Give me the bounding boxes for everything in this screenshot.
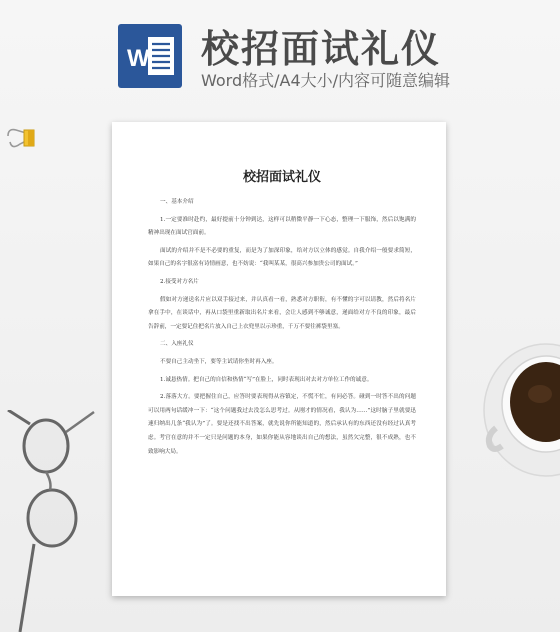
paragraph: 假如对方递送名片应以双手接过来，并认真看一看，熟悉对方职衔，有不懂的字可以请教，然后将名片拿在手中，在谈话中，再从口袋里重新取出名片来看，会让人感到不够诚意，递面给对方不良的印象，最后告辞前，一定要记住把名片放入自己上衣兜里以示珍重，千万不要往裤袋里塞。 bbox=[148, 296, 416, 330]
document-page bbox=[112, 122, 446, 596]
word-icon-letter: W bbox=[127, 45, 150, 72]
section-heading: 二、入座礼仪 bbox=[160, 341, 194, 348]
paragraph: 不要自己主动坐下，要等主试请你坐时再入座。 bbox=[160, 358, 278, 365]
page-title: 校招面试礼仪 bbox=[201, 27, 442, 71]
eyeglasses-icon bbox=[0, 410, 120, 632]
document-body bbox=[148, 166, 416, 463]
paragraph: 1.诚恳热情。把自己的自信和热情“写”在脸上，同时表现出对去对方单位工作的诚意。 bbox=[160, 376, 373, 383]
paragraph: 2.落落大方。要把握住自己，应答时要表现得从容镇定，不慌不忙，有问必答。碰到一时答不出的问题可以用两句话缓冲一下：“这个问题我过去没怎么思考过。从刚才的情况看，我认为……”这时脑子里就要迅速归纳出几条“我认为”了。要是还找不出答案，就先说你所能知道的，然后承认有的东西还没有经过认真考虑。考官在意的并不一定只是问题的本身，如果你能从容地谈出自己的想法，虽然欠完整，很不成熟，也不致影响大局。 bbox=[148, 394, 416, 455]
document-title: 校招面试礼仪 bbox=[242, 170, 321, 185]
word-document-icon bbox=[118, 24, 182, 88]
coffee-cup-icon bbox=[476, 340, 560, 480]
binder-clip-icon bbox=[6, 124, 40, 154]
paragraph: 1.一定要准时赴约，最好提前十分钟到达，这样可以稍微平静一下心态，整理一下服饰，然后以饱满的精神出现在面试官面前。 bbox=[148, 216, 416, 237]
section-heading: 一、基本介绍 bbox=[160, 199, 194, 205]
page-subtitle: Word格式/A4大小/内容可随意编辑 bbox=[201, 71, 451, 90]
paragraph: 面试的介绍并不是不必要的重复，而是为了加深印象，给对方以立体的感觉。自我介绍一般要求简短，如果自己的名字很富有诗情画意，也不妨说：“我叫某某，很高兴参加贵公司的面试。” bbox=[148, 247, 416, 268]
section-heading: 2.接受对方名片 bbox=[160, 278, 199, 285]
